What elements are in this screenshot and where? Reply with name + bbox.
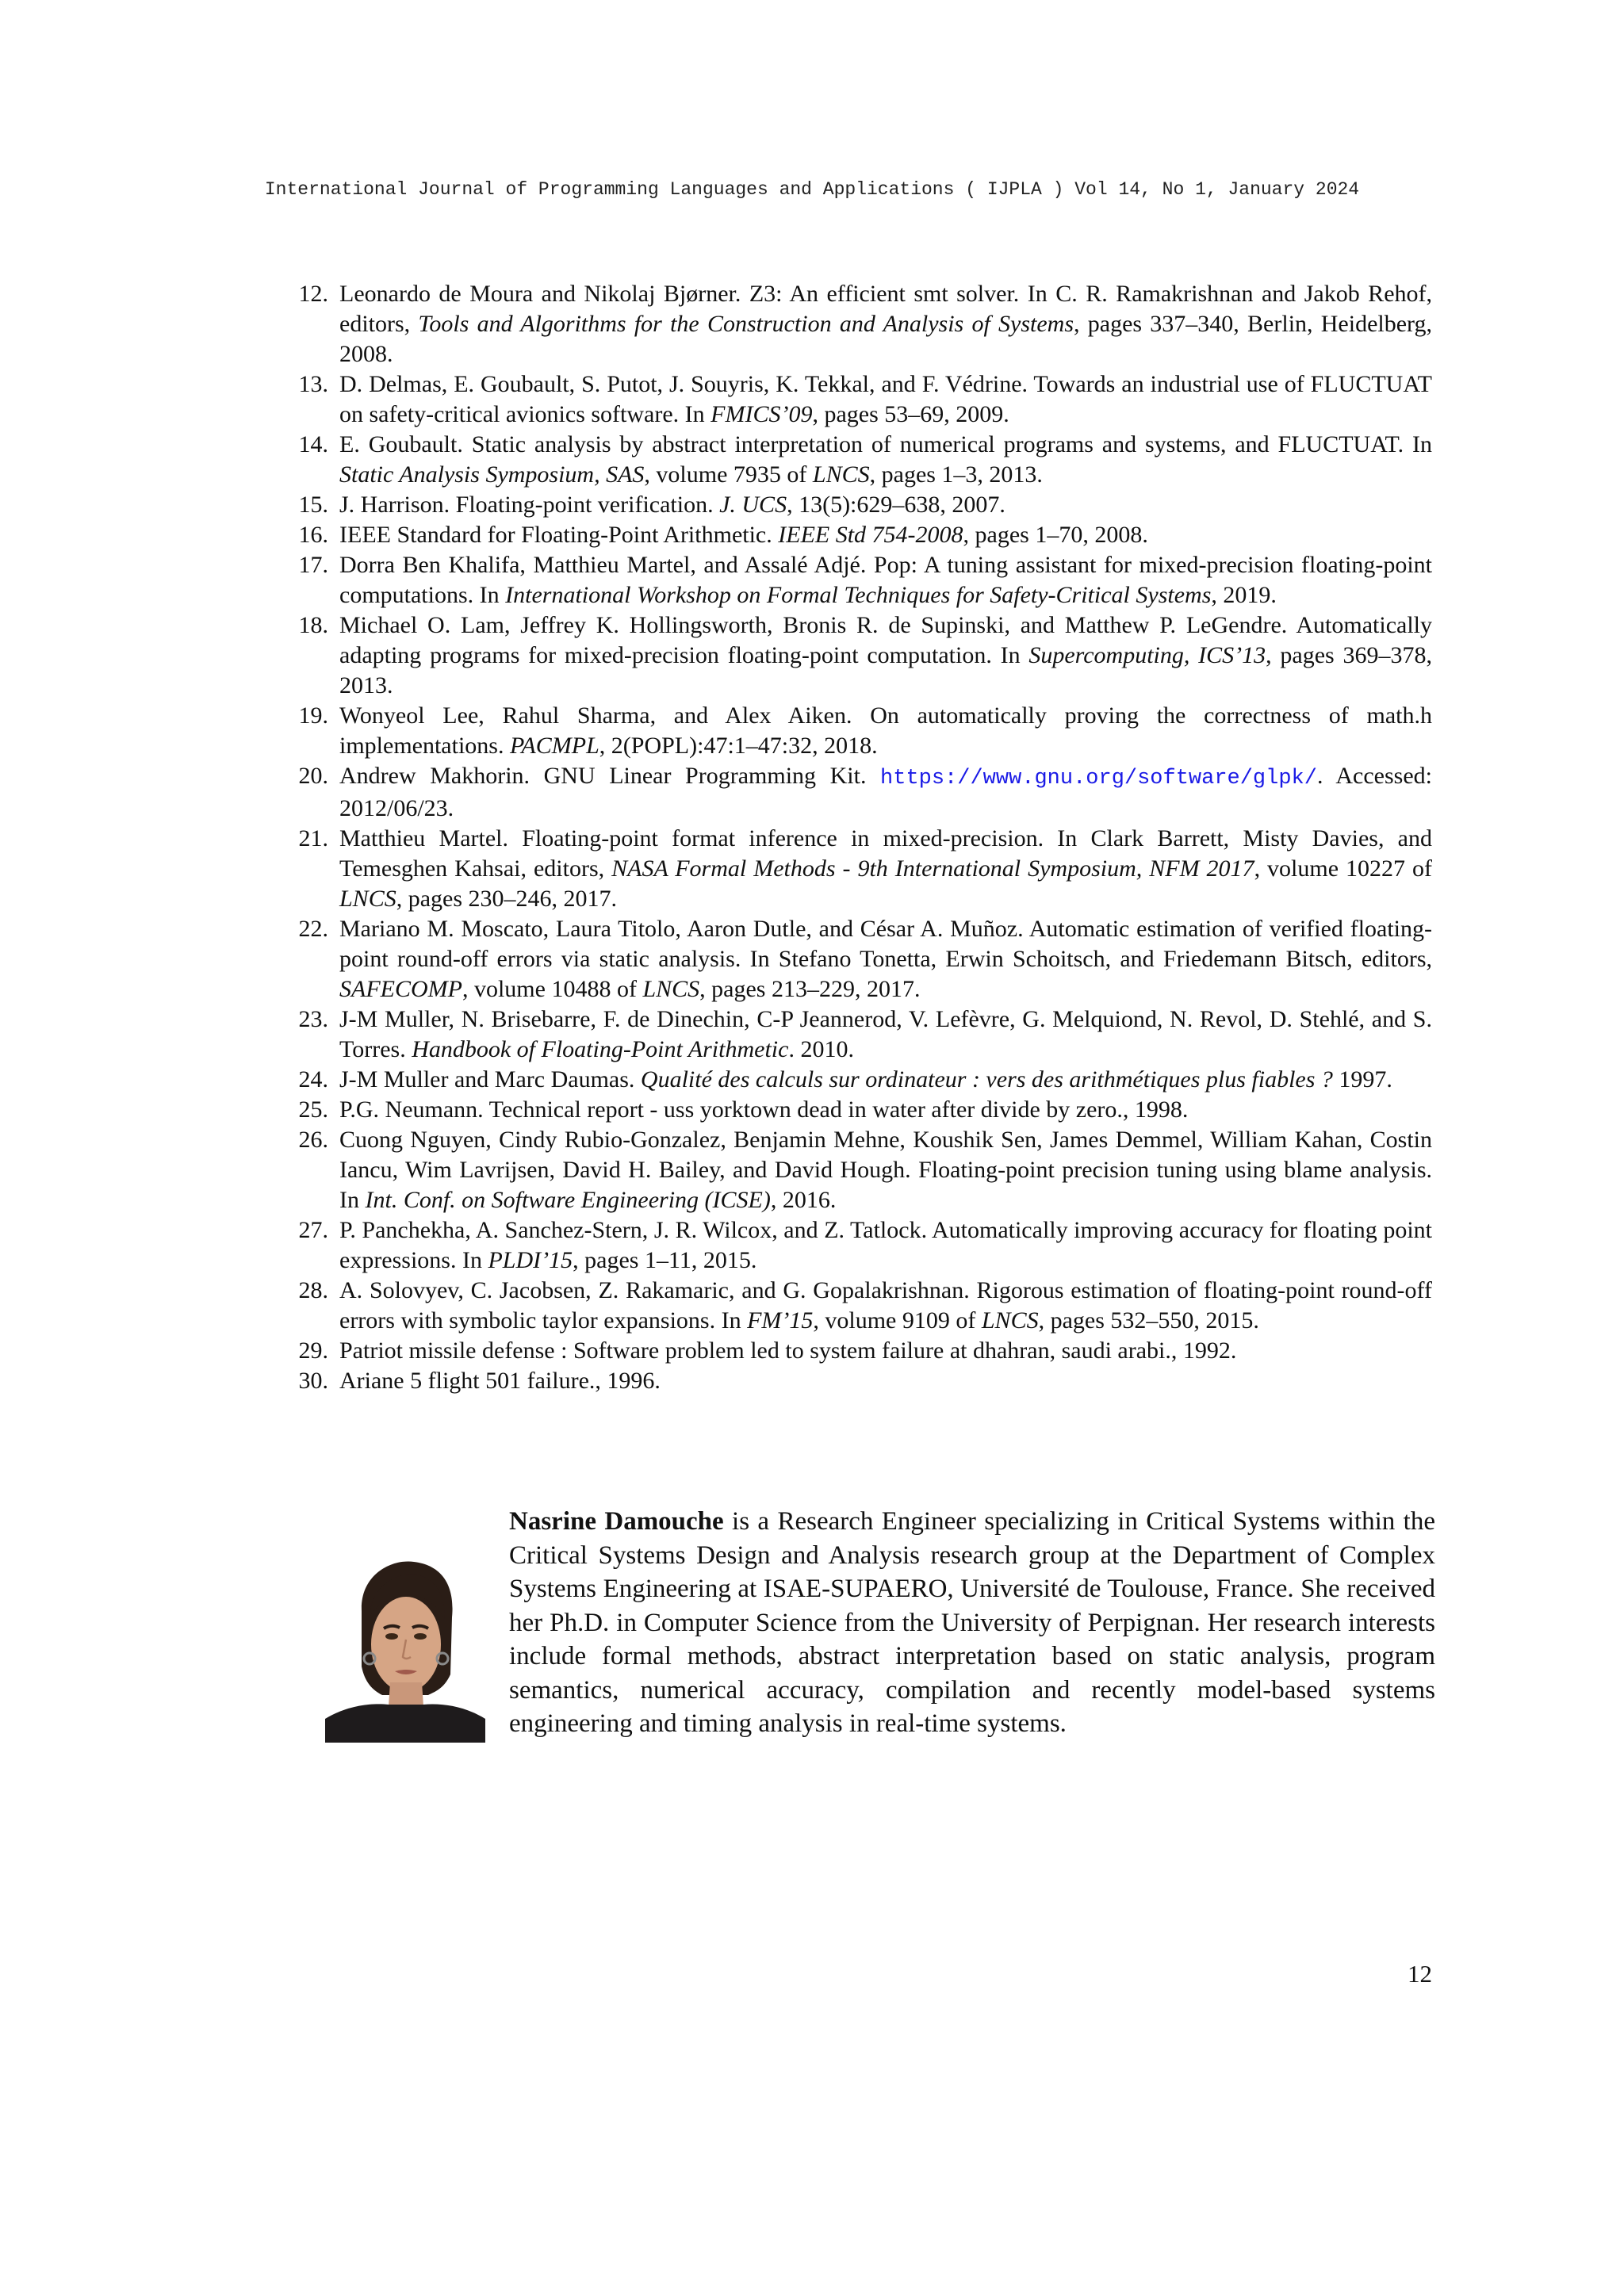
reference-text: IEEE Std 754-2008 xyxy=(778,522,963,548)
reference-item xyxy=(292,550,1432,610)
reference-item xyxy=(292,824,1432,914)
reference-text: Supercomputing, ICS’13 xyxy=(1028,642,1266,668)
reference-number: 27. xyxy=(298,1217,328,1243)
running-header: International Journal of Programming Languages and Applications ( IJPLA ) Vol 14, No 1, January 2024 xyxy=(264,179,1360,200)
reference-text: Ariane 5 flight 501 failure., 1996. xyxy=(339,1368,661,1394)
reference-item xyxy=(292,1276,1432,1336)
author-bio xyxy=(325,1505,1435,1741)
reference-number: 30. xyxy=(298,1368,328,1394)
reference-text: , volume 10488 of xyxy=(462,976,643,1002)
reference-text: 1997. xyxy=(1332,1066,1392,1093)
reference-text: IEEE Standard for Floating-Point Arithmetic. xyxy=(339,522,779,548)
reference-number: 12. xyxy=(298,281,328,307)
reference-text: , pages 1–70, 2008. xyxy=(963,522,1148,548)
reference-text: , 2(POPL):47:1–47:32, 2018. xyxy=(599,733,878,759)
reference-text: D. Delmas, E. Goubault, S. Putot, J. Souyris, K. Tekkal, and F. Védrine. Towards an industrial use of FLUCTUAT on safety-critical avionics software. In xyxy=(339,371,1432,427)
reference-text: Wonyeol Lee, Rahul Sharma, and Alex Aiken. On automatically proving the correctness of math.h implementations. xyxy=(339,702,1432,759)
reference-text: A. Solovyev, C. Jacobsen, Z. Rakamaric, and G. Gopalakrishnan. Rigorous estimation of floating-point round-off errors with symbolic taylor expansions. In xyxy=(339,1277,1432,1334)
reference-text: J. Harrison. Floating-point verification. xyxy=(339,492,720,518)
author-photo xyxy=(325,1556,485,1743)
reference-text: E. Goubault. Static analysis by abstract interpretation of numerical programs and systems, and FLUCTUAT. In xyxy=(339,431,1432,457)
reference-text: PLDI’15 xyxy=(488,1247,573,1273)
reference-text: FM’15 xyxy=(747,1307,814,1334)
reference-number: 21. xyxy=(298,825,328,851)
reference-item xyxy=(292,490,1432,520)
reference-item xyxy=(292,1065,1432,1095)
reference-number: 19. xyxy=(298,702,328,729)
reference-item xyxy=(292,430,1432,490)
bio-body: is a Research Engineer specializing in Critical Systems within the Critical Systems Design and Analysis research group at the Department of Complex Systems Engineering at ISAE-SUPAERO, Université de Toulouse, France. She received her Ph.D. in Computer Science from the University of Perpignan. Her research interests include formal methods, abstract interpretation based on static analysis, program semantics, numerical accuracy, compilation and recently model-based systems engineering and timing analysis in real-time systems. xyxy=(509,1507,1435,1738)
reference-text: PACMPL xyxy=(509,733,599,759)
reference-item xyxy=(292,610,1432,701)
reference-text: , volume 7935 of xyxy=(644,461,813,488)
reference-list xyxy=(292,279,1432,1396)
reference-item xyxy=(292,1004,1432,1065)
reference-text: Tools and Algorithms for the Construction and Analysis of Systems xyxy=(418,311,1074,337)
reference-text: Handbook of Floating-Point Arithmetic xyxy=(412,1036,789,1062)
reference-number: 22. xyxy=(298,916,328,942)
reference-text: SAFECOMP xyxy=(339,976,462,1002)
reference-text: Michael O. Lam, Jeffrey K. Hollingsworth, Bronis R. de Supinski, and Matthew P. LeGendre. Automatically adapting programs for mixed-precision floating-point computation. In xyxy=(339,612,1432,668)
reference-text: NASA Formal Methods - 9th International Symposium, NFM 2017 xyxy=(611,855,1254,882)
reference-number: 17. xyxy=(298,552,328,578)
reference-text: , pages 1–3, 2013. xyxy=(869,461,1043,488)
reference-item xyxy=(292,761,1432,824)
reference-text: J-M Muller, N. Brisebarre, F. de Dinechin, C-P Jeannerod, V. Lefèvre, G. Melquiond, N. Revol, D. Stehlé, and S. Torres. xyxy=(339,1006,1432,1062)
reference-item xyxy=(292,1336,1432,1366)
reference-text: LNCS xyxy=(339,886,396,912)
reference-text: , pages 337–340, Berlin, Heidelberg, 2008. xyxy=(339,311,1432,367)
reference-text: Cuong Nguyen, Cindy Rubio-Gonzalez, Benjamin Mehne, Koushik Sen, James Demmel, William Kahan, Costin Iancu, Wim Lavrijsen, David H. Bailey, and David Hough. Floating-point precision tuning using blame analysis. In xyxy=(339,1127,1432,1213)
reference-item xyxy=(292,701,1432,761)
reference-number: 18. xyxy=(298,612,328,638)
reference-text: . Accessed: 2012/06/23. xyxy=(339,763,1432,821)
reference-text: , pages 53–69, 2009. xyxy=(812,401,1009,427)
reference-text: , volume 10227 of xyxy=(1254,855,1432,882)
reference-item xyxy=(292,1366,1432,1396)
reference-text: LNCS xyxy=(642,976,700,1002)
reference-item xyxy=(292,1215,1432,1276)
reference-text: Mariano M. Moscato, Laura Titolo, Aaron Dutle, and César A. Muñoz. Automatic estimation of verified floating-point round-off errors via static analysis. In Stefano Tonetta, Erwin Schoitsch, and Friedemann Bitsch, editors, xyxy=(339,916,1432,972)
reference-number: 20. xyxy=(298,763,328,789)
reference-item xyxy=(292,520,1432,550)
reference-text: , pages 369–378, 2013. xyxy=(339,642,1432,698)
reference-text: , pages 213–229, 2017. xyxy=(699,976,921,1002)
reference-text: , 2019. xyxy=(1211,582,1277,608)
reference-item xyxy=(292,279,1432,369)
reference-item xyxy=(292,1125,1432,1215)
reference-text: Andrew Makhorin. GNU Linear Programming Kit. xyxy=(339,763,881,789)
reference-text: Patriot missile defense : Software problem led to system failure at dhahran, saudi arabi., 1992. xyxy=(339,1337,1237,1364)
reference-number: 24. xyxy=(298,1066,328,1093)
reference-text: J-M Muller and Marc Daumas. xyxy=(339,1066,641,1093)
reference-text: , pages 532–550, 2015. xyxy=(1038,1307,1259,1334)
reference-text: , 13(5):629–638, 2007. xyxy=(787,492,1005,518)
reference-text: , pages 1–11, 2015. xyxy=(573,1247,757,1273)
reference-text: Qualité des calculs sur ordinateur : vers des arithmétiques plus fiables ? xyxy=(640,1066,1333,1093)
reference-text: Static Analysis Symposium, SAS xyxy=(339,461,645,488)
reference-number: 16. xyxy=(298,522,328,548)
reference-text: , 2016. xyxy=(770,1187,837,1213)
reference-number: 23. xyxy=(298,1006,328,1032)
reference-text: LNCS xyxy=(981,1307,1039,1334)
reference-number: 26. xyxy=(298,1127,328,1153)
reference-text: J. UCS xyxy=(719,492,787,518)
reference-text: . 2010. xyxy=(788,1036,854,1062)
reference-text: Int. Conf. on Software Engineering (ICSE) xyxy=(365,1187,771,1213)
reference-number: 29. xyxy=(298,1337,328,1364)
reference-text: Dorra Ben Khalifa, Matthieu Martel, and Assalé Adjé. Pop: A tuning assistant for mixed-precision floating-point computations. In xyxy=(339,552,1432,608)
reference-text: International Workshop on Formal Techniques for Safety-Critical Systems xyxy=(505,582,1212,608)
author-portrait-image xyxy=(325,1556,485,1743)
reference-text: P.G. Neumann. Technical report - uss yorktown dead in water after divide by zero., 1998. xyxy=(339,1096,1189,1123)
reference-text: LNCS xyxy=(812,461,870,488)
reference-text: Matthieu Martel. Floating-point format inference in mixed-precision. In Clark Barrett, Misty Davies, and Temesghen Kahsai, editors, xyxy=(339,825,1432,882)
reference-number: 15. xyxy=(298,492,328,518)
page-number: 12 xyxy=(1408,1960,1432,1988)
author-name: Nasrine Damouche xyxy=(509,1507,724,1536)
reference-item xyxy=(292,1095,1432,1125)
reference-number: 25. xyxy=(298,1096,328,1123)
reference-number: 14. xyxy=(298,431,328,457)
reference-item xyxy=(292,914,1432,1004)
reference-number: 28. xyxy=(298,1277,328,1303)
reference-item xyxy=(292,369,1432,430)
reference-text: , volume 9109 of xyxy=(813,1307,982,1334)
bio-paragraph xyxy=(509,1505,1435,1741)
reference-text: P. Panchekha, A. Sanchez-Stern, J. R. Wilcox, and Z. Tatlock. Automatically improving accuracy for floating point expressions. In xyxy=(339,1217,1432,1273)
reference-text: FMICS’09 xyxy=(710,401,813,427)
reference-number: 13. xyxy=(298,371,328,397)
reference-link[interactable]: https://www.gnu.org/software/glpk/ xyxy=(880,767,1317,790)
reference-text: , pages 230–246, 2017. xyxy=(396,886,618,912)
reference-text: Leonardo de Moura and Nikolaj Bjørner. Z3: An efficient smt solver. In C. R. Ramakrishnan and Jakob Rehof, editors, xyxy=(339,281,1432,337)
